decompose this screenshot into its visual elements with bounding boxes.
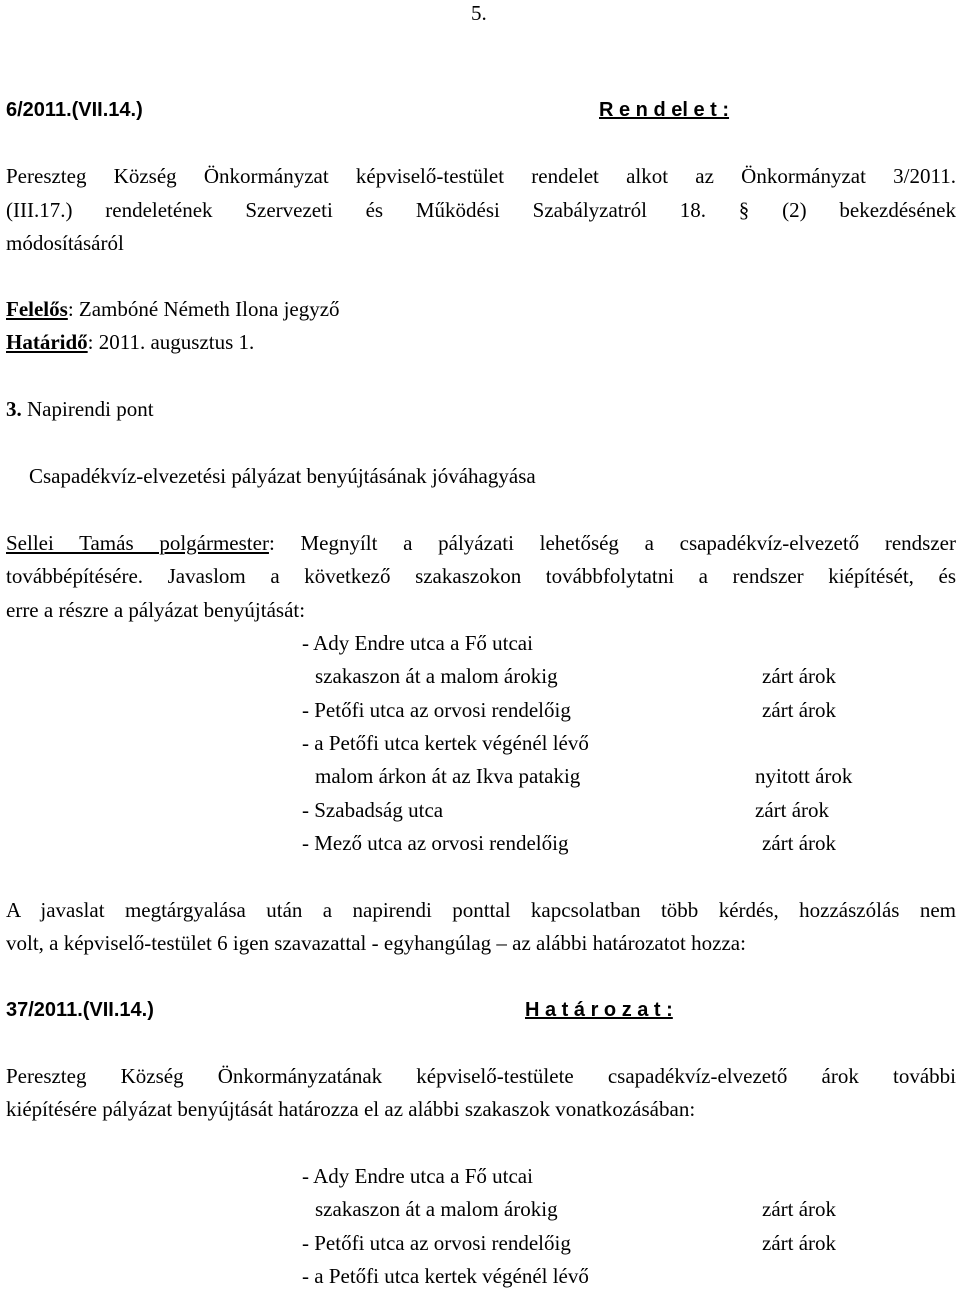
- hatarido-label: Határidő: [6, 330, 88, 354]
- section-5-name: malom árkon át az Ikva patakig: [315, 764, 581, 788]
- rendelet-text-line-2: (III.17.) rendeletének Szervezeti és Működési Szabályzatról 18. § (2) bekezdésének: [6, 198, 956, 222]
- speech-line-1: [6, 533, 956, 554]
- hatarozat-section-3-type: zárt árok: [762, 1231, 837, 1255]
- section-2-type: zárt árok: [762, 664, 837, 688]
- hatarozat-heading: H a t á r o z a t :: [525, 999, 673, 1021]
- section-3-type: zárt árok: [762, 698, 837, 722]
- rendelet-text-line-1: Pereszteg Község Önkormányzat képviselő-testület rendelet alkot az Önkormányzat 3/2011.: [6, 164, 956, 188]
- hatarozat-text-line-1: Pereszteg Község Önkormányzatának képviselő-testülete csapadékvíz-elvezető árok további: [6, 1064, 956, 1088]
- hatarozat-text-line-2: kiépítésére pályázat benyújtását határozza el az alábbi szakaszok vonatkozásában:: [6, 1097, 696, 1121]
- felelos-line: [6, 299, 340, 320]
- speech-line-3: erre a részre a pályázat benyújtását:: [6, 598, 306, 622]
- hatarozat-section-4-name: - a Petőfi utca kertek végénél lévő: [302, 1264, 589, 1288]
- speech-text-1: : Megnyílt a pályázati lehetőség a csapadékvíz-elvezető rendszer: [268, 531, 956, 555]
- agenda-number: 3.: [6, 397, 22, 421]
- hatarozat-section-2-type: zárt árok: [762, 1197, 837, 1221]
- agenda-label: Napirendi pont: [27, 397, 154, 421]
- section-3-name: - Petőfi utca az orvosi rendelőig: [302, 698, 571, 722]
- felelos-value: : Zambóné Németh Ilona jegyző: [67, 297, 340, 321]
- hatarozat-section-1-name: - Ady Endre utca a Fő utcai: [302, 1164, 533, 1188]
- rendelet-heading: R e n d el e t :: [599, 99, 730, 121]
- section-5-type: nyitott árok: [755, 764, 853, 788]
- speech-line-2: továbbépítésére. Javaslom a következő szakaszokon továbbfolytatni a rendszer kiépítését, és: [6, 564, 956, 588]
- hatarozat-section-2-name: szakaszon át a malom árokig: [315, 1197, 558, 1221]
- section-7-name: - Mező utca az orvosi rendelőig: [302, 831, 569, 855]
- section-6-type: zárt árok: [755, 798, 830, 822]
- section-2-name: szakaszon át a malom árokig: [315, 664, 558, 688]
- agenda-heading: [6, 399, 154, 420]
- section-6-name: - Szabadság utca: [302, 798, 444, 822]
- hatarozat-section-3-name: - Petőfi utca az orvosi rendelőig: [302, 1231, 571, 1255]
- page-number: 5.: [471, 1, 487, 25]
- hatarido-line: [6, 332, 254, 353]
- hatarozat-number: 37/2011.(VII.14.): [6, 999, 154, 1021]
- felelos-label: Felelős: [6, 297, 68, 321]
- speaker-name: Sellei Tamás polgármester: [6, 531, 269, 555]
- rendelet-text-line-3: módosításáról: [6, 231, 124, 255]
- hatarido-value: : 2011. augusztus 1.: [87, 330, 255, 354]
- section-7-type: zárt árok: [762, 831, 837, 855]
- section-1-name: - Ady Endre utca a Fő utcai: [302, 631, 533, 655]
- agenda-title: Csapadékvíz-elvezetési pályázat benyújtásának jóváhagyása: [29, 464, 536, 488]
- section-4-name: - a Petőfi utca kertek végénél lévő: [302, 731, 589, 755]
- rendelet-number: 6/2011.(VII.14.): [6, 99, 143, 121]
- summary-line-1: A javaslat megtárgyalása után a napirendi ponttal kapcsolatban több kérdés, hozzászólás nem: [6, 898, 956, 922]
- summary-line-2: volt, a képviselő-testület 6 igen szavazattal - egyhangúlag – az alábbi határozatot hozza:: [6, 931, 746, 955]
